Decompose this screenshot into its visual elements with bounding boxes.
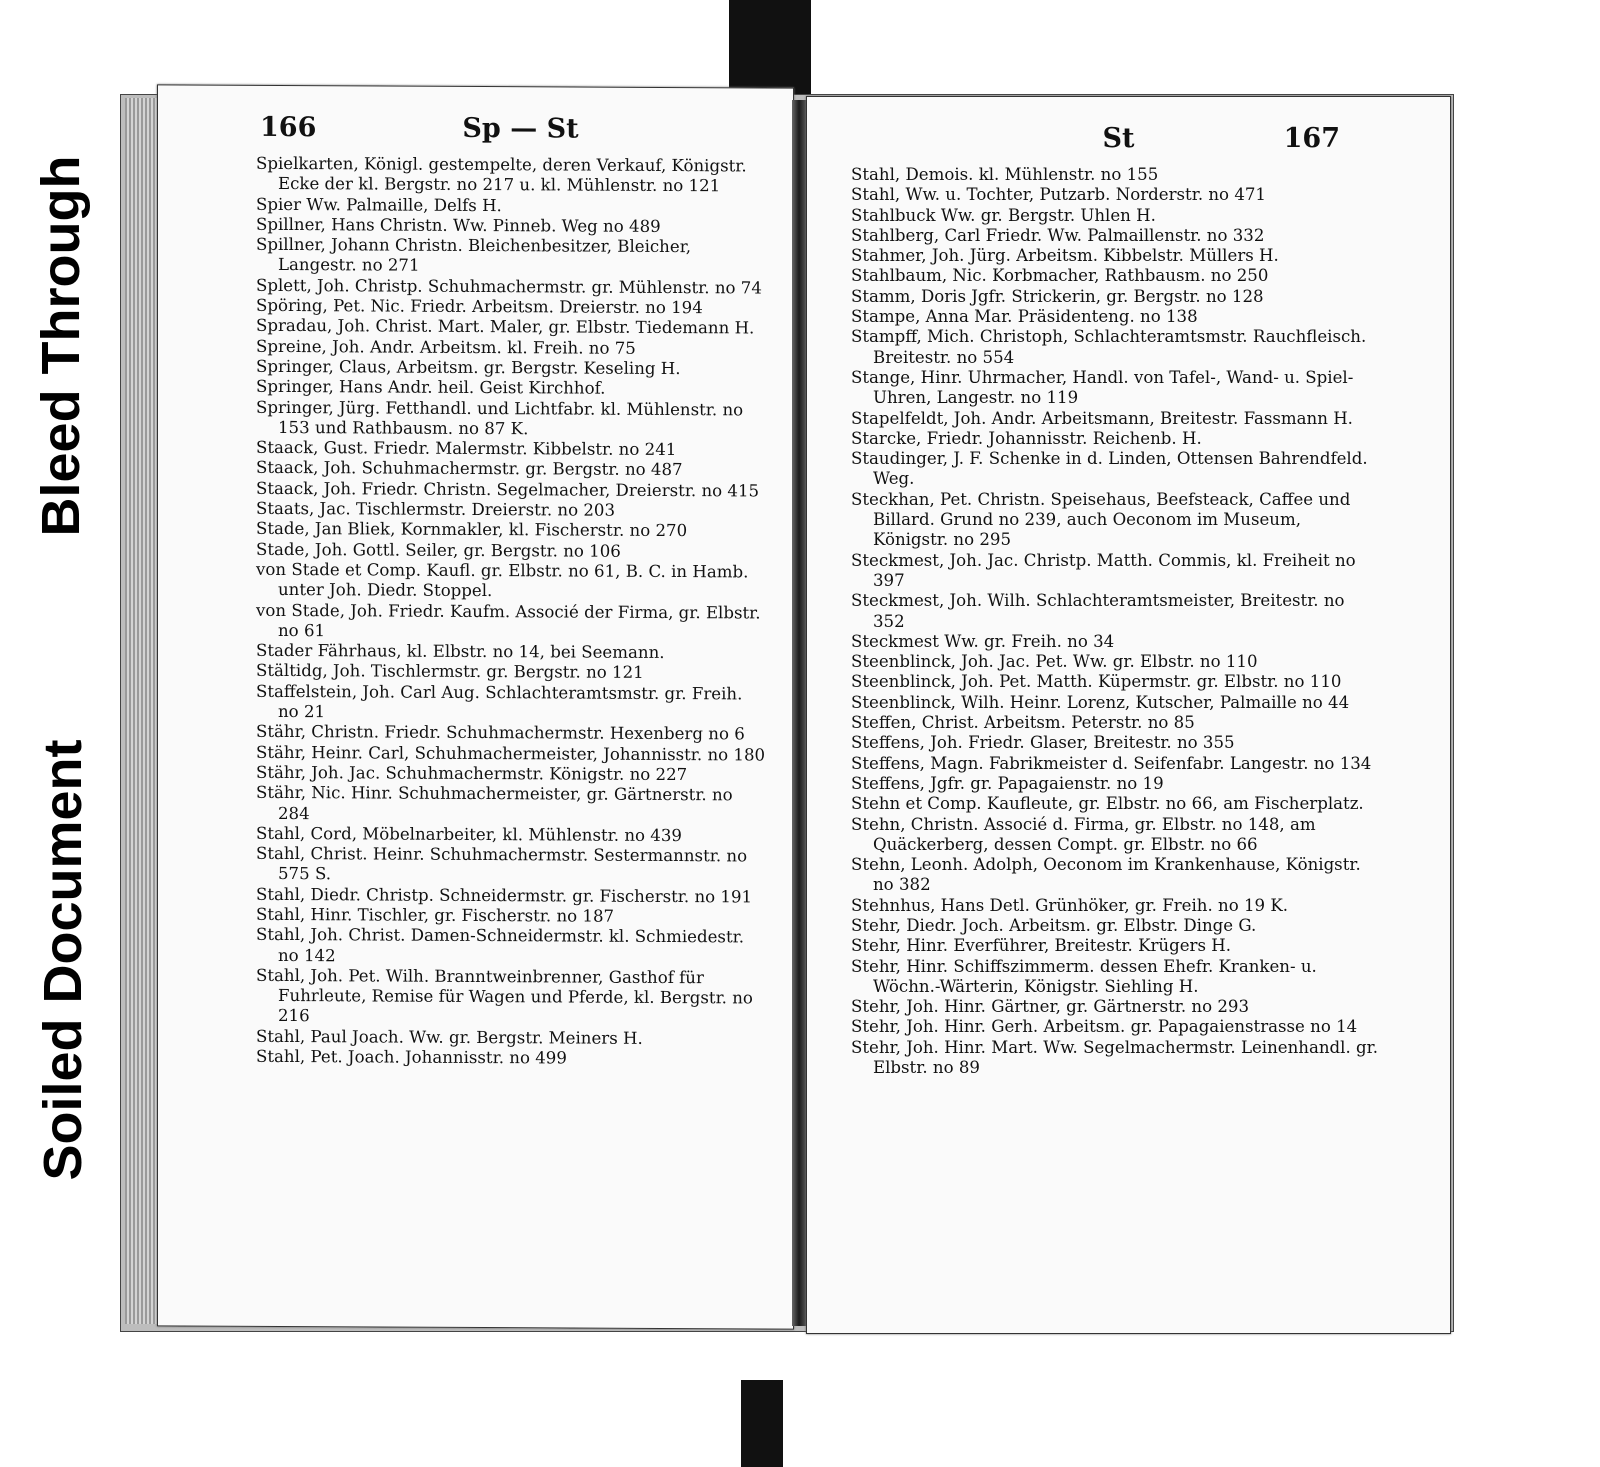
directory-entry: Stahl, Joh. Christ. Damen-Schneidermstr. kl. Schmiedestr. no 142 — [256, 925, 744, 965]
directory-entry: Stahl, Joh. Pet. Wilh. Branntweinbrenner, Gasthof für Fuhrleute, Remise für Wagen und Pferde, kl. Bergstr. no 216 — [256, 965, 753, 1026]
directory-entry: Stamm, Doris Jgfr. Strickerin, gr. Bergstr. no 128 — [851, 286, 1264, 306]
directory-entry: Stahlberg, Carl Friedr. Ww. Palmaillenstr. no 332 — [851, 225, 1265, 245]
spine-tab-bottom — [741, 1380, 783, 1467]
directory-entry: Steenblinck, Wilh. Heinr. Lorenz, Kutscher, Palmaille no 44 — [851, 692, 1350, 712]
page-edges — [125, 98, 159, 1324]
directory-entry: Stahl, Cord, Möbelnarbeiter, kl. Mühlenstr. no 439 — [256, 823, 682, 845]
directory-entry: Stahmer, Joh. Jürg. Arbeitsm. Kibbelstr. Müllers H. — [851, 246, 1279, 266]
directory-entry: Springer, Hans Andr. heil. Geist Kirchhof. — [256, 377, 606, 398]
directory-entry: Steffens, Jgfr. gr. Papagaienstr. no 19 — [851, 773, 1164, 793]
left-page-number: 166 — [260, 111, 317, 144]
directory-entry: Spöring, Pet. Nic. Friedr. Arbeitsm. Dreierstr. no 194 — [256, 295, 703, 318]
soiled-document-label: Soiled Document — [33, 739, 93, 1181]
directory-entry: Stehnhus, Hans Detl. Grünhöker, gr. Freih. no 19 K. — [851, 895, 1289, 915]
directory-entry: Stältidg, Joh. Tischlermstr. gr. Bergstr. no 121 — [256, 661, 644, 683]
directory-entry: Steffen, Christ. Arbeitsm. Peterstr. no 85 — [851, 713, 1195, 733]
directory-entry: Steckhan, Pet. Christn. Speisehaus, Beefsteack, Caffee und Billard. Grund no 239, auch Oeconom im Museum, Königstr. no 295 — [851, 489, 1351, 550]
left-page — [157, 84, 794, 1329]
directory-entry: Staffelstein, Joh. Carl Aug. Schlachteramtsmstr. gr. Freih. no 21 — [256, 681, 743, 722]
soiled-document-label-card — [0, 690, 128, 1230]
directory-entry: Spradau, Joh. Christ. Mart. Maler, gr. Elbstr. Tiedemann H. — [256, 316, 755, 338]
directory-entry: Steenblinck, Joh. Jac. Pet. Ww. gr. Elbstr. no 110 — [851, 652, 1258, 672]
directory-entry: Stehn, Leonh. Adolph, Oeconom im Krankenhause, Königstr. no 382 — [851, 855, 1361, 895]
directory-entry: Stahl, Pet. Joach. Johannisstr. no 499 — [256, 1046, 567, 1068]
directory-entry: Stade, Joh. Gottl. Seiler, gr. Bergstr. no 106 — [256, 539, 621, 561]
directory-entry: Splett, Joh. Christp. Schuhmachermstr. gr. Mühlenstr. no 74 — [256, 275, 762, 298]
directory-entry: Steffens, Joh. Friedr. Glaser, Breitestr. no 355 — [851, 733, 1235, 753]
directory-entry: Steckmest, Joh. Jac. Christp. Matth. Commis, kl. Freiheit no 397 — [851, 550, 1356, 590]
directory-entry: Springer, Claus, Arbeitsm. gr. Bergstr. Keseling H. — [256, 356, 681, 379]
directory-entry: Stehr, Joh. Hinr. Mart. Ww. Segelmachermstr. Leinenhandl. gr. Elbstr. no 89 — [851, 1037, 1379, 1078]
directory-entry: Spreine, Joh. Andr. Arbeitsm. kl. Freih. no 75 — [256, 336, 636, 358]
right-running-head: St — [1102, 123, 1135, 154]
directory-entry: Stehr, Diedr. Joch. Arbeitsm. gr. Elbstr. Dinge G. — [851, 915, 1257, 935]
directory-entry: Stähr, Heinr. Carl, Schuhmachermeister, Johannisstr. no 180 — [256, 742, 766, 765]
directory-entry: Stehn, Christn. Associé d. Firma, gr. Elbstr. no 148, am Quäckerberg, dessen Compt. gr. Elbstr. no 66 — [851, 814, 1316, 854]
directory-entry: Steckmest, Joh. Wilh. Schlachteramtsmeister, Breitestr. no 352 — [851, 591, 1345, 631]
right-page-number: 167 — [1283, 123, 1340, 154]
directory-entry: Stehn et Comp. Kaufleute, gr. Elbstr. no 66, am Fischerplatz. — [851, 794, 1364, 814]
directory-entry: Stähr, Joh. Jac. Schuhmachermstr. Königstr. no 227 — [256, 762, 688, 785]
left-running-head: Sp — St — [462, 112, 579, 145]
directory-entry: Stahl, Diedr. Christp. Schneidermstr. gr. Fischerstr. no 191 — [256, 884, 753, 907]
left-entry-list — [256, 154, 766, 1070]
book-gutter — [792, 100, 806, 1326]
right-page-header — [807, 123, 1450, 163]
directory-entry: Stähr, Nic. Hinr. Schuhmachermeister, gr. Gärtnerstr. no 284 — [256, 783, 733, 823]
directory-entry: Stahlbuck Ww. gr. Bergstr. Uhlen H. — [851, 205, 1156, 225]
directory-entry: Starcke, Friedr. Johannisstr. Reichenb. H. — [851, 428, 1202, 448]
directory-entry: Steffens, Magn. Fabrikmeister d. Seifenfabr. Langestr. no 134 — [851, 753, 1372, 773]
left-page-header — [158, 111, 793, 154]
directory-entry: Stehr, Hinr. Everführer, Breitestr. Krügers H. — [851, 936, 1232, 956]
directory-entry: Staudinger, J. F. Schenke in d. Linden, Ottensen Bahrendfeld. Weg. — [851, 449, 1368, 489]
directory-entry: Staack, Joh. Friedr. Christn. Segelmacher, Dreierstr. no 415 — [256, 478, 760, 501]
directory-entry: Spielkarten, Königl. gestempelte, deren Verkauf, Königstr. Ecke der kl. Bergstr. no 217 u. kl. Mühlenstr. no 121 — [256, 153, 747, 196]
directory-entry: Stange, Hinr. Uhrmacher, Handl. von Tafel-, Wand- u. Spiel-Uhren, Langestr. no 119 — [851, 367, 1354, 408]
directory-entry: Spier Ww. Palmaille, Delfs H. — [256, 194, 502, 215]
directory-entry: Stehr, Joh. Hinr. Gärtner, gr. Gärtnerstr. no 293 — [851, 997, 1250, 1017]
directory-entry: Stade, Jan Bliek, Kornmakler, kl. Fischerstr. no 270 — [256, 519, 688, 541]
right-entry-list — [851, 165, 1381, 1078]
directory-entry: Springer, Jürg. Fetthandl. und Lichtfabr. kl. Mühlenstr. no 153 und Rathbausm. no 87 K. — [256, 397, 744, 439]
directory-entry: Steckmest Ww. gr. Freih. no 34 — [851, 631, 1115, 651]
directory-entry: Stampff, Mich. Christoph, Schlachteramtsmstr. Rauchfleisch. Breitestr. no 554 — [851, 327, 1367, 367]
directory-entry: Stehr, Hinr. Schiffszimmerm. dessen Ehefr. Kranken- u. Wöchn.-Wärterin, Königstr. Siehling H. — [851, 956, 1317, 996]
directory-entry: Spillner, Hans Christn. Ww. Pinneb. Weg no 489 — [256, 214, 661, 236]
bleed-through-label: Bleed Through — [31, 155, 91, 536]
directory-entry: Stahl, Ww. u. Tochter, Putzarb. Norderstr. no 471 — [851, 185, 1266, 205]
bleed-through-label-card — [0, 98, 124, 593]
directory-entry: Stahl, Hinr. Tischler, gr. Fischerstr. no 187 — [256, 904, 615, 926]
directory-entry: Stahl, Demois. kl. Mühlenstr. no 155 — [851, 165, 1159, 184]
directory-entry: Stehr, Joh. Hinr. Gerh. Arbeitsm. gr. Papagaienstrasse no 14 — [851, 1017, 1358, 1037]
directory-entry: Stahlbaum, Nic. Korbmacher, Rathbausm. no 250 — [851, 266, 1269, 286]
directory-entry: Stampe, Anna Mar. Präsidenteng. no 138 — [851, 307, 1198, 327]
directory-entry: Stahl, Christ. Heinr. Schuhmachermstr. Sestermannstr. no 575 S. — [256, 843, 748, 884]
directory-entry: Staats, Jac. Tischlermstr. Dreierstr. no 203 — [256, 498, 616, 520]
directory-entry: Staack, Joh. Schuhmachermstr. gr. Bergstr. no 487 — [256, 458, 683, 480]
directory-entry: Staack, Gust. Friedr. Malermstr. Kibbelstr. no 241 — [256, 438, 677, 460]
directory-entry: Stapelfeldt, Joh. Andr. Arbeitsmann, Breitestr. Fassmann H. — [851, 408, 1353, 428]
directory-entry: von Stade et Comp. Kaufl. gr. Elbstr. no 61, B. C. in Hamb. unter Joh. Diedr. Stoppel. — [256, 559, 749, 601]
directory-entry: Stähr, Christn. Friedr. Schuhmachermstr. Hexenberg no 6 — [256, 722, 745, 744]
directory-entry: Stader Fährhaus, kl. Elbstr. no 14, bei Seemann. — [256, 640, 665, 663]
directory-entry: Steenblinck, Joh. Pet. Matth. Küpermstr. gr. Elbstr. no 110 — [851, 672, 1342, 692]
right-page — [806, 96, 1451, 1334]
directory-entry: Stahl, Paul Joach. Ww. gr. Bergstr. Meiners H. — [256, 1026, 643, 1048]
directory-entry: von Stade, Joh. Friedr. Kaufm. Associé der Firma, gr. Elbstr. no 61 — [256, 600, 761, 641]
directory-entry: Spillner, Johann Christn. Bleichenbesitzer, Bleicher, Langestr. no 271 — [256, 235, 692, 276]
